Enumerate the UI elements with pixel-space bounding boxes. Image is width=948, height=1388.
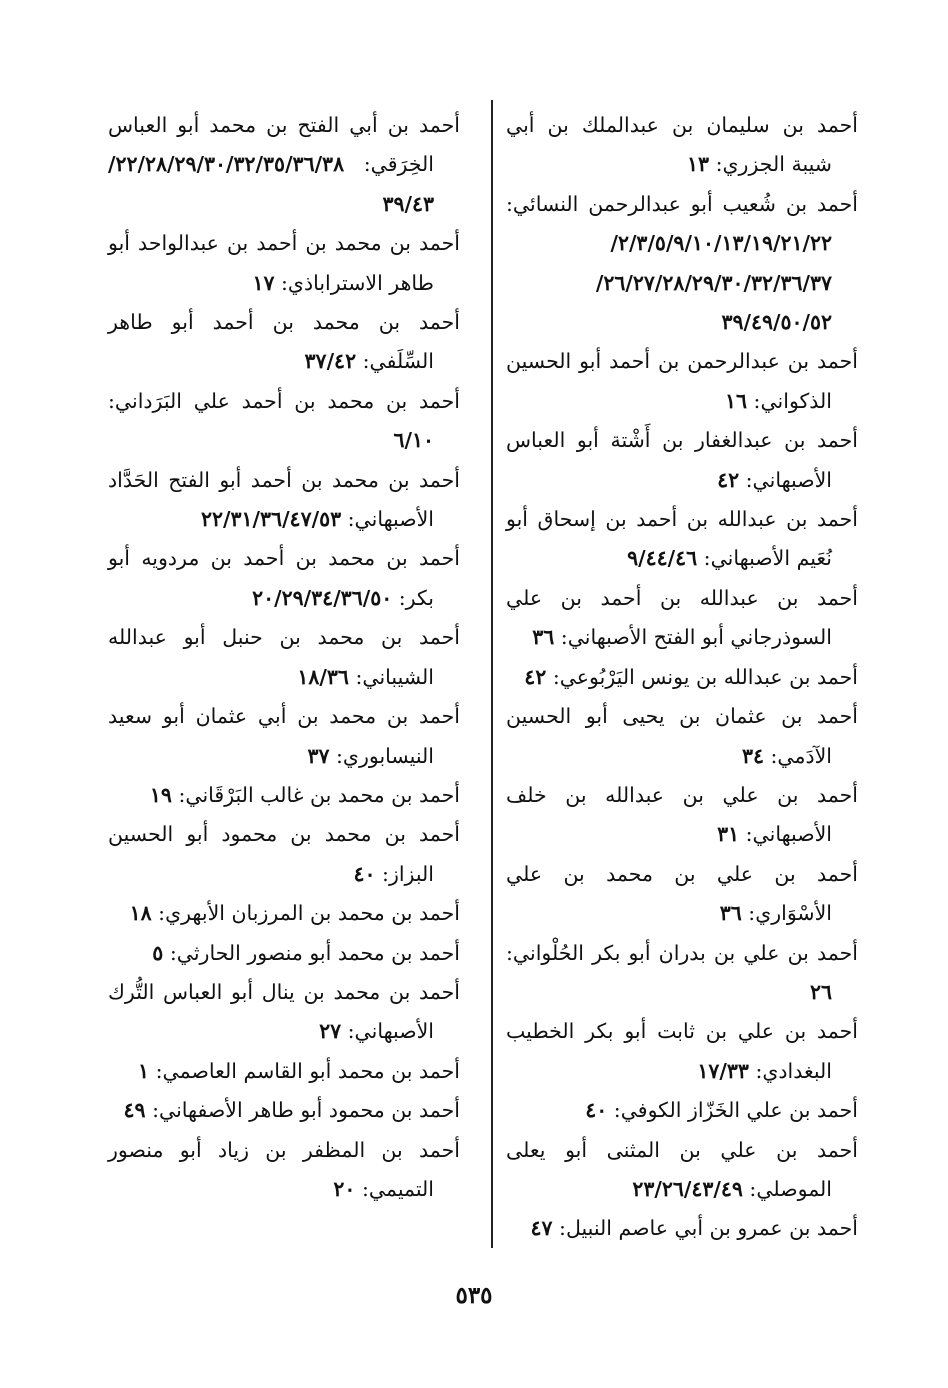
entry-name: أحمد بن محمد بن أحمد أبو طاهر السِّلَفي: (108, 310, 460, 374)
index-entry (108, 224, 460, 303)
entry-name: أحمد بن أبي الفتح بن محمد أبو العباس الخِرَقي: (108, 113, 460, 177)
entry-pages: ١٣ (687, 152, 710, 177)
index-entry (108, 934, 460, 973)
entry-name: أحمد بن محمد بن محمود أبو الحسين البزاز: (108, 822, 460, 886)
index-entry (506, 1012, 858, 1091)
entry-pages: ٦/١٠ (393, 428, 434, 453)
index-entry (108, 815, 460, 894)
entry-name: أحمد بن محمد أبو القاسم العاصمي: (155, 1058, 460, 1083)
entry-pages: ٣٧ (307, 743, 330, 768)
entry-name: أحمد بن محمد بن أحمد بن مردويه أبو بكر: (108, 546, 460, 610)
entry-pages: ٣٧/٤٢ (304, 349, 357, 374)
entry-pages: ٢٢/٣١/٣٦/٤٧/٥٣ (201, 507, 342, 532)
entry-name: أحمد بن شُعيب أبو عبدالرحمن النسائي: (506, 191, 858, 216)
entry-pages: ٢٢/٢٨/٢٩/٣٠/٣٢/٣٥/٣٦/٣٨/ ٣٩/٤٣ (108, 152, 434, 216)
index-entry (108, 1052, 460, 1091)
index-entry (506, 697, 858, 776)
index-entry (108, 1091, 460, 1130)
index-entry (506, 421, 858, 500)
entry-name: أحمد بن محمد بن المرزبان الأبهري: (158, 901, 460, 926)
entry-pages: ٢٦ (809, 979, 832, 1004)
entry-name: أحمد بن محمود أبو طاهر الأصفهاني: (152, 1098, 460, 1123)
entry-name: أحمد بن سليمان بن عبدالملك بن أبي شيبة الجزري: (506, 113, 858, 177)
index-entry (108, 461, 460, 540)
index-entry (108, 894, 460, 933)
index-entry (506, 1091, 858, 1130)
entry-pages: ٤٢ (524, 664, 547, 689)
entry-pages: ٢٧ (319, 1019, 342, 1044)
entry-pages: ٢٠/٢٩/٣٤/٣٦/٥٠ (252, 585, 393, 610)
entry-name: أحمد بن المظفر بن زياد أبو منصور التميمي: (108, 1137, 460, 1201)
index-entry (506, 934, 858, 1013)
entry-pages: ٤٢ (717, 467, 740, 492)
entry-name: أحمد بن عبدالله بن يونس اليَرْبُوعي: (552, 664, 858, 689)
entry-pages: ٤٠ (585, 1098, 608, 1123)
entry-pages: ٢/٣/٥/٩/١٠/١٣/١٩/٢١/٢٢/ ٢٦/٢٧/٢٨/٢٩/٣٠/٣٢/٣٦/٣٧/ ٣٩/٤٩/٥٠/٥٢ (595, 231, 832, 335)
entry-pages: ٥ (152, 940, 164, 965)
entry-name: أحمد بن علي بن ثابت أبو بكر الخطيب البغدادي: (506, 1019, 858, 1083)
entry-name: أحمد بن عبدالله بن أحمد بن علي السوذرجاني أبو الفتح الأصبهاني: (506, 585, 858, 650)
index-entry (506, 106, 858, 185)
entry-pages: ٤٧ (530, 1216, 553, 1241)
index-entry (506, 500, 858, 579)
index-column-right (506, 106, 858, 1249)
entry-pages: ٤٠ (353, 861, 376, 886)
entry-name: أحمد بن محمد بن أحمد أبو الفتح الحَدَّاد الأصبهاني: (108, 467, 460, 532)
entry-name: أحمد بن محمد بن أحمد علي البَرَداني: (108, 388, 460, 413)
index-entry (506, 776, 858, 855)
entry-name: أحمد بن محمد بن أبي عثمان أبو سعيد النيسابوري: (108, 704, 460, 768)
entry-name: أحمد بن عبدالرحمن بن أحمد أبو الحسين الذكواني: (506, 349, 858, 413)
entry-name: أحمد بن عبدالغفار بن أَشْتة أبو العباس الأصبهاني: (506, 428, 858, 492)
entry-name: أحمد بن عمرو بن أبي عاصم النبيل: (559, 1216, 858, 1241)
index-entry (506, 342, 858, 421)
index-entry (108, 973, 460, 1052)
entry-pages: ١٧/٣٣ (697, 1058, 749, 1083)
index-entry (108, 618, 460, 697)
index-entry (506, 185, 858, 343)
entry-name: أحمد بن محمد بن ينال أبو العباس التُّرك الأصبهاني: (108, 979, 460, 1044)
index-entry (108, 776, 460, 815)
entry-pages: ١٨/٣٦ (297, 664, 349, 689)
index-column-left (108, 106, 460, 1209)
index-entry (108, 1131, 460, 1210)
entry-pages: ٢٣/٢٦/٤٣/٤٩ (632, 1176, 743, 1201)
entry-name: أحمد بن علي بن المثنى أبو يعلى الموصلي: (506, 1137, 858, 1201)
entry-pages: ٣١ (717, 822, 740, 847)
page-number: ٥٣٥ (455, 1282, 493, 1309)
index-page (108, 100, 858, 1260)
index-entry (506, 579, 858, 658)
entry-pages: ١ (138, 1058, 150, 1083)
entry-pages: ٣٦ (532, 625, 555, 650)
entry-name: أحمد بن محمد أبو منصور الحارثي: (169, 940, 460, 965)
entry-name: أحمد بن عبدالله بن أحمد بن إسحاق أبو نُعَيم الأصبهاني: (506, 507, 858, 571)
index-entry (108, 539, 460, 618)
index-entry (506, 855, 858, 934)
entry-name: أحمد بن علي بن محمد بن علي الأسْوَاري: (506, 861, 858, 926)
entry-pages: ٣٦ (719, 901, 742, 926)
entry-pages: ٢٠ (333, 1176, 356, 1201)
index-entry (108, 106, 460, 224)
entry-name: أحمد بن عثمان بن يحيى أبو الحسين الآدَمي: (506, 704, 858, 768)
entry-pages: ١٧ (252, 270, 275, 295)
index-entry (108, 697, 460, 776)
entry-pages: ٣٤ (741, 743, 764, 768)
entry-name: أحمد بن محمد بن غالب البَرْقَاني: (178, 782, 460, 807)
entry-pages: ١٦ (724, 388, 748, 413)
entry-pages: ١٩ (149, 782, 172, 807)
index-entry (506, 1131, 858, 1210)
entry-name: أحمد بن علي بن عبدالله بن خلف الأصبهاني: (506, 782, 858, 847)
column-divider (491, 100, 493, 1248)
index-entry (108, 303, 460, 382)
entry-name: أحمد بن علي الخَزّاز الكوفي: (613, 1098, 858, 1123)
index-entry (506, 658, 858, 697)
entry-pages: ٩/٤٤/٤٦ (627, 546, 698, 571)
entry-name: أحمد بن محمد بن أحمد بن عبدالواحد أبو طاهر الاستراباذي: (108, 231, 460, 295)
entry-pages: ١٨ (129, 901, 152, 926)
index-entry (506, 1209, 858, 1248)
entry-pages: ٤٩ (123, 1098, 146, 1123)
index-entry (108, 382, 460, 461)
entry-name: أحمد بن علي بن بدران أبو بكر الحُلْواني: (506, 940, 858, 965)
entry-name: أحمد بن محمد بن حنبل أبو عبدالله الشيباني: (108, 625, 460, 689)
